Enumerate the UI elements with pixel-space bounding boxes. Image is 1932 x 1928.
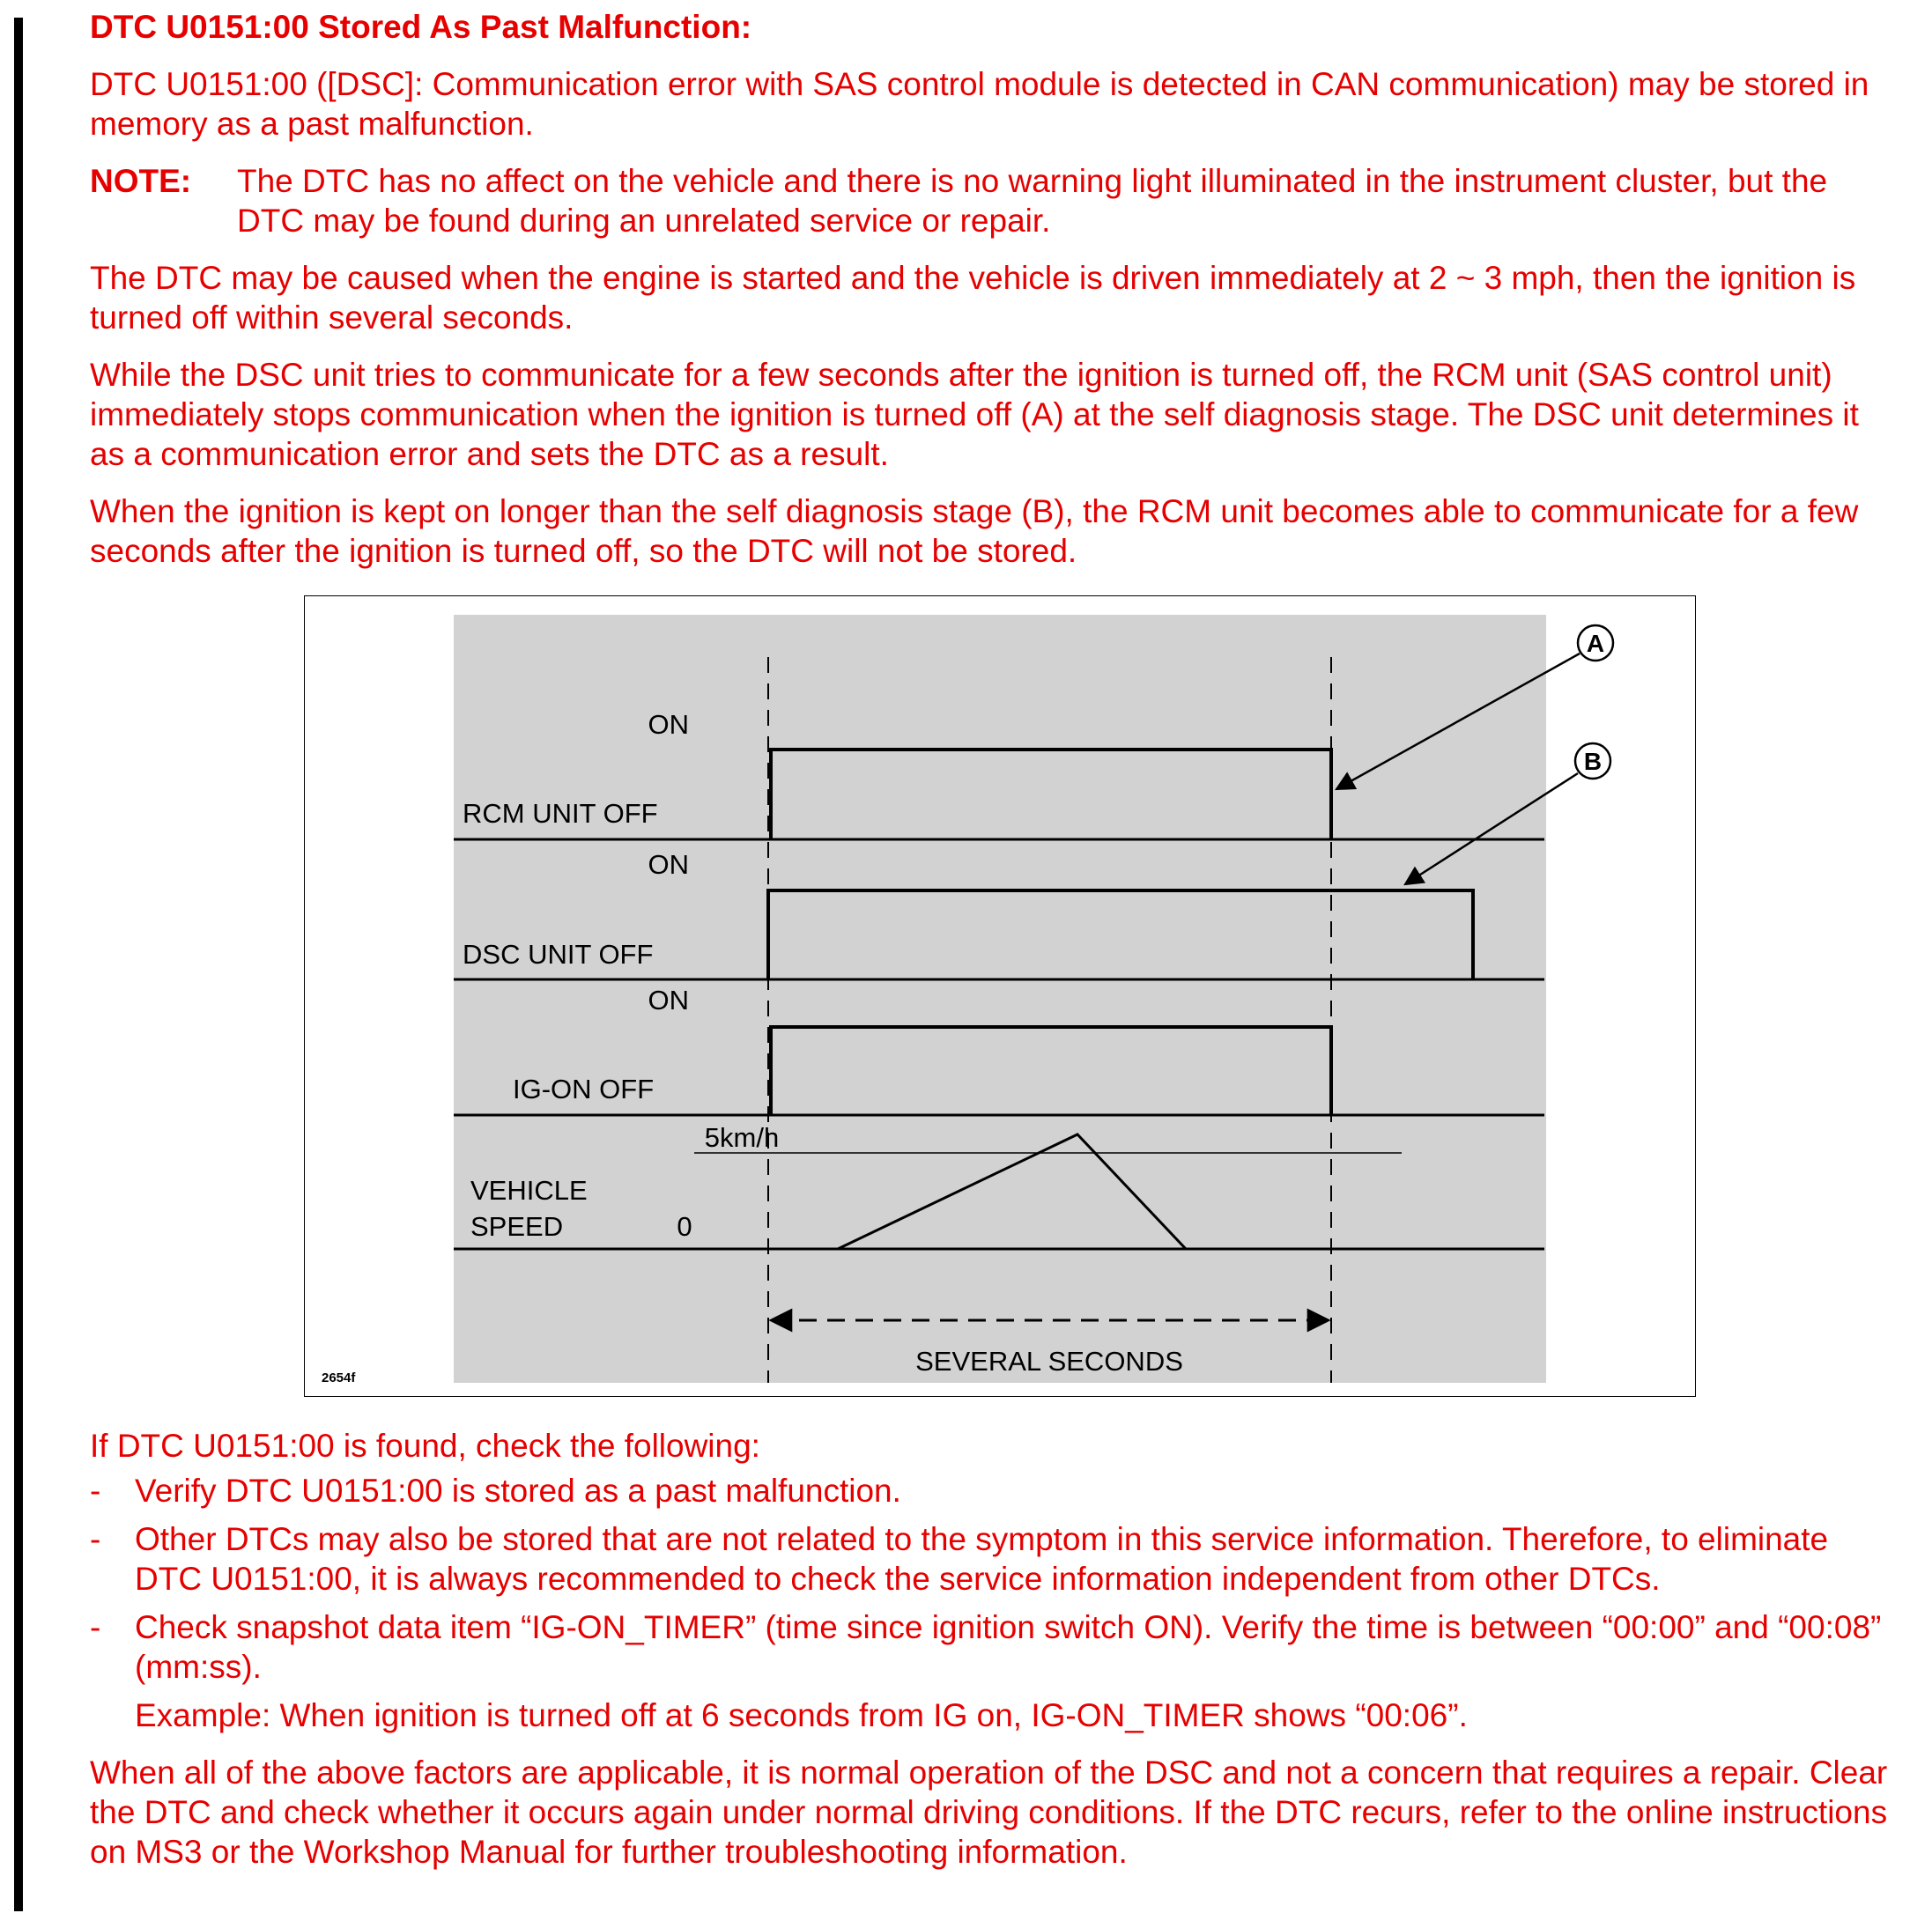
check-list [90,1471,1896,1687]
callout-a-label: A [1586,630,1605,657]
speed-label-line2: SPEED [470,1211,564,1242]
timing-diagram-wrapper [90,588,1896,1419]
cause-paragraph: The DTC may be caused when the engine is started and the vehicle is driven immediately at 2 ~ 3 mph, then the ignition is turned off within several seconds. [90,260,1856,336]
rcm-off-label: RCM UNIT OFF [463,798,658,829]
dsc-on-label: ON [648,849,689,880]
list-item [90,1607,1896,1687]
list-item-text: Verify DTC U0151:00 is stored as a past malfunction. [135,1473,901,1509]
revision-bar [14,18,23,1911]
check-intro-paragraph: If DTC U0151:00 is found, check the following: [90,1428,760,1464]
timing-diagram [304,595,1696,1397]
list-item-text: Other DTCs may also be stored that are not related to the symptom in this service information. Therefore, to eliminate DTC U0151:00, it is always recommended to check the service information independent from other DTCs. [135,1521,1829,1597]
ig-on-label: ON [648,985,689,1016]
duration-label: SEVERAL SECONDS [915,1346,1183,1377]
list-bullet: - [90,1609,101,1645]
speed-zero-label: 0 [677,1211,692,1242]
section-heading: DTC U0151:00 Stored As Past Malfunction: [90,9,752,45]
dsc-off-label: DSC UNIT OFF [463,939,654,970]
callout-b-label: B [1583,748,1603,775]
speed-max-label: 5km/h [704,1122,780,1153]
rcm-on-label: ON [648,709,689,740]
example-paragraph: Example: When ignition is turned off at 6 seconds from IG on, IG-ON_TIMER shows “00:06”. [135,1697,1468,1733]
list-item [90,1519,1896,1599]
list-item-text: Check snapshot data item “IG-ON_TIMER” (time since ignition switch ON). Verify the time is between “00:00” and “00:08” (mm:ss). [135,1609,1882,1685]
intro-paragraph: DTC U0151:00 ([DSC]: Communication error with SAS control module is detected in CAN communication) may be stored in memory as a past malfunction. [90,66,1869,142]
note-text: The DTC has no affect on the vehicle and there is no warning light illuminated in the instrument cluster, but the DTC may be found during an unrelated service or repair. [237,163,1828,239]
closing-paragraph: When all of the above factors are applicable, it is normal operation of the DSC and not a concern that requires a repair. Clear the DTC and check whether it occurs again under normal driving conditions. If the DTC recurs, refer to the online instructions on MS3 or the Workshop Manual for further troubleshooting information. [90,1754,1888,1870]
note-label: NOTE: [90,163,192,199]
list-bullet: - [90,1473,101,1509]
mechanism-paragraph: While the DSC unit tries to communicate for a few seconds after the ignition is turned off, the RCM unit (SAS control unit) immediately stops communication when the ignition is turned off (A) at the self diagnosis stage. The DSC unit determines it as a communication error and sets the DTC as a result. [90,357,1859,472]
ig-off-label: IG-ON OFF [513,1074,655,1104]
diagram-background [454,615,1546,1383]
list-bullet: - [90,1521,101,1557]
figure-id: 2654f [322,1370,356,1385]
list-item [90,1471,1896,1511]
speed-label-line1: VEHICLE [470,1175,588,1206]
timing-diagram-svg [304,595,1696,1397]
note-block [90,161,1896,240]
service-bulletin-content [90,7,1896,1889]
kept-on-paragraph: When the ignition is kept on longer than the self diagnosis stage (B), the RCM unit becomes able to communicate for a few seconds after the ignition is turned off, so the DTC will not be stored. [90,493,1859,569]
